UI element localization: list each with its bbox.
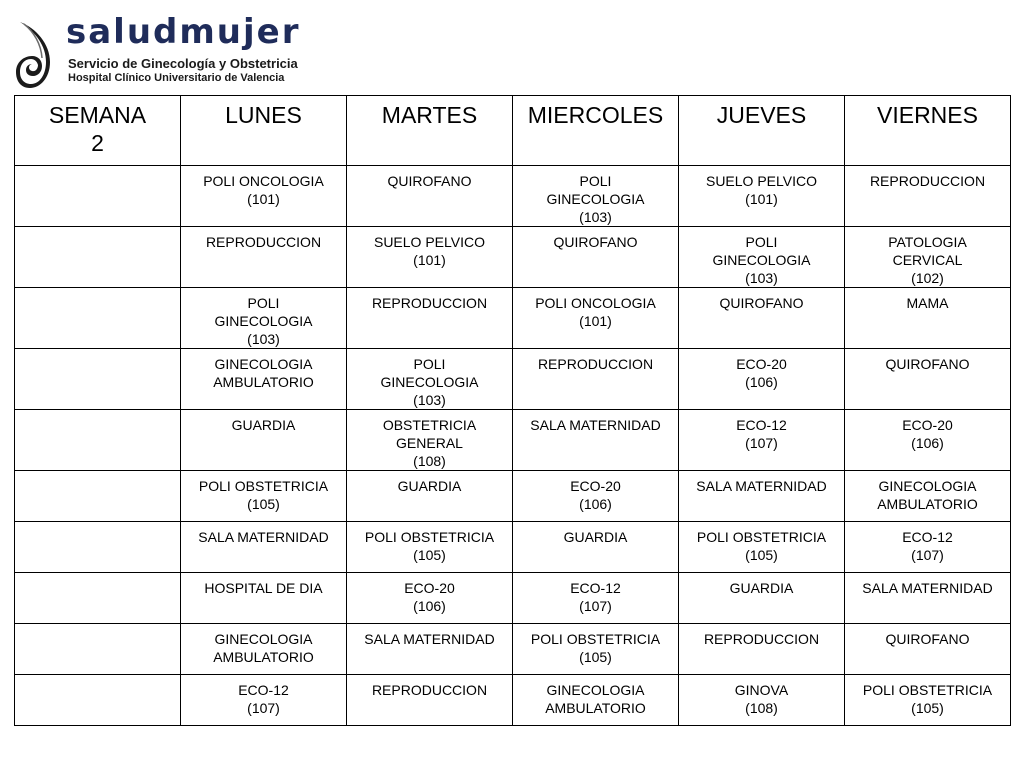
- cell-text: POLI OBSTETRICIA: [862, 682, 993, 698]
- cell-text: (103): [745, 270, 778, 286]
- schedule-cell: [513, 227, 679, 288]
- table-row: [15, 166, 1011, 227]
- schedule-cell: [513, 522, 679, 573]
- table-body: [15, 166, 1011, 726]
- cell-text: POLI OBSTETRICIA: [696, 529, 827, 545]
- cell-text: POLI OBSTETRICIA: [198, 478, 329, 494]
- cell-text: ECO-20: [570, 478, 621, 494]
- cell-text: SALA MATERNIDAD: [862, 580, 993, 596]
- column-header-text: VIERNES: [877, 102, 978, 128]
- schedule-cell: [845, 227, 1011, 288]
- cell-text: (105): [579, 649, 612, 665]
- schedule-cell: [347, 522, 513, 573]
- schedule-cell: [513, 573, 679, 624]
- cell-text: REPRODUCCION: [537, 356, 654, 372]
- cell-text: GINECOLOGIA: [546, 682, 645, 698]
- schedule-cell: [845, 349, 1011, 410]
- schedule-cell: [679, 573, 845, 624]
- schedule-cell: [513, 675, 679, 726]
- row-label-cell: [15, 522, 181, 573]
- cell-text: (106): [911, 435, 944, 451]
- schedule-cell: [181, 471, 347, 522]
- cell-text: QUIROFANO: [553, 234, 638, 250]
- cell-text: ECO-12: [902, 529, 953, 545]
- table-row: [15, 675, 1011, 726]
- cell-text: (106): [745, 374, 778, 390]
- cell-text: (101): [247, 191, 280, 207]
- schedule-cell: [679, 349, 845, 410]
- cell-text: (107): [579, 598, 612, 614]
- schedule-cell: [347, 166, 513, 227]
- schedule-cell: [513, 288, 679, 349]
- cell-text: PATOLOGIA: [888, 234, 967, 250]
- schedule-cell: [181, 410, 347, 471]
- schedule-cell: [845, 471, 1011, 522]
- cell-text: MAMA: [906, 295, 949, 311]
- cell-text: (106): [413, 598, 446, 614]
- schedule-cell: [679, 166, 845, 227]
- saludmujer-logo-icon: [14, 18, 54, 90]
- cell-text: POLI ONCOLOGIA: [203, 173, 324, 189]
- cell-text: ECO-20: [404, 580, 455, 596]
- cell-text: (102): [911, 270, 944, 286]
- schedule-cell: [513, 410, 679, 471]
- cell-text: (103): [579, 209, 612, 225]
- schedule-cell: [181, 675, 347, 726]
- row-label-cell: [15, 349, 181, 410]
- cell-text: POLI OBSTETRICIA: [364, 529, 495, 545]
- schedule-cell: [347, 349, 513, 410]
- cell-text: QUIROFANO: [387, 173, 472, 189]
- schedule-cell: [679, 288, 845, 349]
- schedule-cell: [181, 166, 347, 227]
- row-label-cell: [15, 410, 181, 471]
- cell-text: (105): [413, 547, 446, 563]
- cell-text: POLI: [579, 173, 612, 189]
- cell-text: POLI: [247, 295, 280, 311]
- column-header-text: SEMANA: [48, 102, 147, 128]
- cell-text: GUARDIA: [231, 417, 296, 433]
- cell-text: QUIROFANO: [885, 631, 970, 647]
- schedule-cell: [347, 410, 513, 471]
- schedule-cell: [347, 288, 513, 349]
- table-row: [15, 471, 1011, 522]
- schedule-cell: [679, 522, 845, 573]
- schedule-cell: [845, 573, 1011, 624]
- schedule-cell: [181, 522, 347, 573]
- schedule-cell: [347, 624, 513, 675]
- cell-text: CERVICAL: [892, 252, 963, 268]
- cell-text: SUELO PELVICO: [373, 234, 485, 250]
- schedule-cell: [181, 573, 347, 624]
- cell-text: (106): [579, 496, 612, 512]
- cell-text: AMBULATORIO: [213, 649, 314, 665]
- schedule-cell: [347, 573, 513, 624]
- cell-text: (108): [745, 700, 778, 716]
- schedule-cell: [181, 349, 347, 410]
- cell-text: ECO-12: [570, 580, 621, 596]
- schedule-cell: [845, 522, 1011, 573]
- table-row: [15, 573, 1011, 624]
- cell-text: POLI: [413, 356, 446, 372]
- cell-text: REPRODUCCION: [869, 173, 986, 189]
- table-row: [15, 288, 1011, 349]
- cell-text: AMBULATORIO: [213, 374, 314, 390]
- cell-text: QUIROFANO: [885, 356, 970, 372]
- cell-text: (107): [247, 700, 280, 716]
- schedule-cell: [513, 471, 679, 522]
- cell-text: AMBULATORIO: [877, 496, 978, 512]
- cell-text: REPRODUCCION: [371, 295, 488, 311]
- cell-text: GINECOLOGIA: [214, 631, 313, 647]
- cell-text: SUELO PELVICO: [705, 173, 817, 189]
- schedule-cell: [679, 410, 845, 471]
- cell-text: GUARDIA: [729, 580, 794, 596]
- schedule-cell: [679, 624, 845, 675]
- cell-text: REPRODUCCION: [371, 682, 488, 698]
- cell-text: GINECOLOGIA: [214, 313, 313, 329]
- cell-text: (103): [247, 331, 280, 347]
- cell-text: REPRODUCCION: [703, 631, 820, 647]
- column-header: [15, 96, 181, 166]
- column-header: [513, 96, 679, 166]
- schedule-cell: [347, 675, 513, 726]
- table-row: [15, 410, 1011, 471]
- schedule-cell: [181, 624, 347, 675]
- table-header-row: [15, 96, 1011, 166]
- row-label-cell: [15, 227, 181, 288]
- cell-text: HOSPITAL DE DIA: [204, 580, 323, 596]
- table-row: [15, 624, 1011, 675]
- hospital-name: Hospital Clínico Universitario de Valencia: [68, 72, 285, 84]
- table-row: [15, 522, 1011, 573]
- column-header-text: MIERCOLES: [527, 102, 664, 128]
- cell-text: (107): [745, 435, 778, 451]
- schedule-cell: [181, 288, 347, 349]
- schedule-cell: [679, 471, 845, 522]
- column-header: [845, 96, 1011, 166]
- row-label-cell: [15, 288, 181, 349]
- cell-text: ECO-12: [736, 417, 787, 433]
- schedule-cell: [181, 227, 347, 288]
- cell-text: GUARDIA: [397, 478, 462, 494]
- column-header-text: LUNES: [225, 102, 302, 128]
- schedule-cell: [845, 166, 1011, 227]
- cell-text: POLI: [745, 234, 778, 250]
- cell-text: (108): [413, 453, 446, 469]
- cell-text: SALA MATERNIDAD: [696, 478, 827, 494]
- cell-text: (101): [579, 313, 612, 329]
- service-subtitle: Servicio de Ginecología y Obstetricia: [68, 56, 298, 71]
- column-header-text: 2: [91, 130, 104, 156]
- schedule-cell: [845, 410, 1011, 471]
- cell-text: GINECOLOGIA: [712, 252, 811, 268]
- row-label-cell: [15, 573, 181, 624]
- schedule-cell: [845, 624, 1011, 675]
- cell-text: POLI ONCOLOGIA: [535, 295, 656, 311]
- table-row: [15, 349, 1011, 410]
- cell-text: QUIROFANO: [719, 295, 804, 311]
- cell-text: SALA MATERNIDAD: [530, 417, 661, 433]
- cell-text: REPRODUCCION: [205, 234, 322, 250]
- cell-text: OBSTETRICIA: [382, 417, 477, 433]
- cell-text: (101): [745, 191, 778, 207]
- schedule-table: [14, 95, 1011, 726]
- cell-text: SALA MATERNIDAD: [198, 529, 329, 545]
- cell-text: POLI OBSTETRICIA: [530, 631, 661, 647]
- schedule-cell: [347, 227, 513, 288]
- row-label-cell: [15, 166, 181, 227]
- column-header: [347, 96, 513, 166]
- schedule-cell: [845, 675, 1011, 726]
- cell-text: ECO-12: [238, 682, 289, 698]
- column-header: [679, 96, 845, 166]
- cell-text: (105): [911, 700, 944, 716]
- schedule-cell: [513, 624, 679, 675]
- schedule-cell: [513, 166, 679, 227]
- cell-text: GINECOLOGIA: [214, 356, 313, 372]
- table-row: [15, 227, 1011, 288]
- cell-text: (105): [745, 547, 778, 563]
- cell-text: (103): [413, 392, 446, 408]
- cell-text: (101): [413, 252, 446, 268]
- cell-text: GUARDIA: [563, 529, 628, 545]
- column-header: [181, 96, 347, 166]
- column-header-text: JUEVES: [716, 102, 807, 128]
- cell-text: GINECOLOGIA: [546, 191, 645, 207]
- schedule-cell: [347, 471, 513, 522]
- cell-text: AMBULATORIO: [545, 700, 646, 716]
- row-label-cell: [15, 624, 181, 675]
- header-logo-block: [14, 10, 414, 94]
- cell-text: GENERAL: [396, 435, 463, 451]
- cell-text: (107): [911, 547, 944, 563]
- cell-text: ECO-20: [736, 356, 787, 372]
- row-label-cell: [15, 471, 181, 522]
- schedule-cell: [679, 675, 845, 726]
- schedule-cell: [845, 288, 1011, 349]
- cell-text: GINOVA: [734, 682, 789, 698]
- cell-text: GINECOLOGIA: [380, 374, 479, 390]
- cell-text: GINECOLOGIA: [878, 478, 977, 494]
- schedule-cell: [679, 227, 845, 288]
- cell-text: SALA MATERNIDAD: [364, 631, 495, 647]
- column-header-text: MARTES: [381, 102, 478, 128]
- row-label-cell: [15, 675, 181, 726]
- cell-text: (105): [247, 496, 280, 512]
- schedule-cell: [513, 349, 679, 410]
- brand-name: saludmujer: [66, 12, 301, 52]
- cell-text: ECO-20: [902, 417, 953, 433]
